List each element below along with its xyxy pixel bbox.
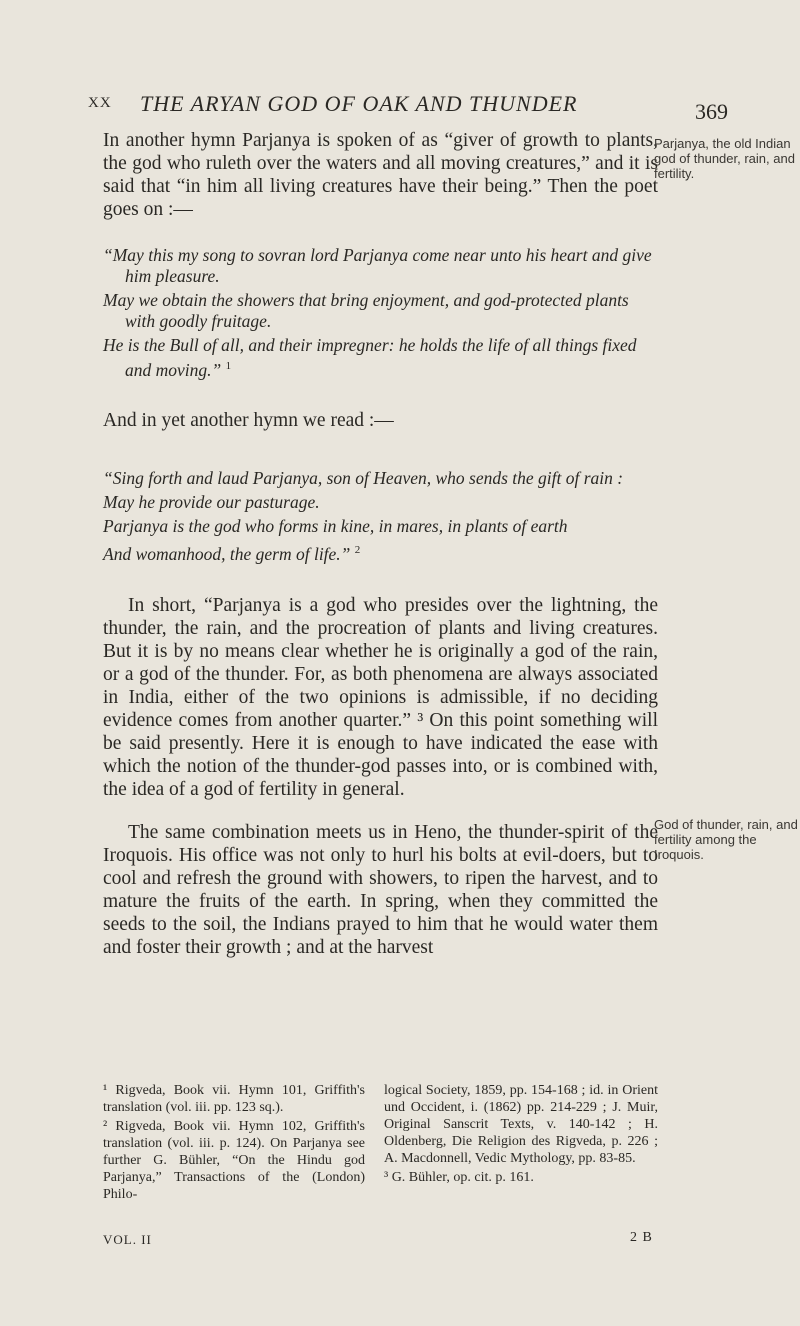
paragraph-4: The same combination meets us in Heno, the thunder-spirit of the Iroquois. His office was not only to hurl his bolts at evil-doers, but to cool and refresh the ground with showers, to ripen the harvest, and to mature the fruits of the earth. In spring, when they committed the seeds to the soil, the Indians prayed to him that he would water them and foster their growth ; and at the harvest (103, 822, 658, 958)
paragraph-1: In another hymn Parjanya is spoken of as “giver of growth to plants, the god who ruleth over the waters and all moving creatures,” and it is said that “in him all living creatures have their being.” Then the poet goes on :— (103, 130, 658, 220)
quote2-line4 (103, 540, 658, 565)
footnotes-left-column (103, 1082, 365, 1205)
quote1-line1: “May this my song to sovran lord Parjanya come near unto his heart and give him pleasure. (103, 245, 652, 286)
footnote-1: ¹ Rigveda, Book vii. Hymn 101, Griffith's translation (vol. iii. pp. 123 sq.). (103, 1083, 365, 1115)
quote2-line1: “Sing forth and laud Parjanya, son of Heaven, who sends the gift of rain : (103, 468, 624, 488)
quote2-line4-text: And womanhood, the germ of life.” (103, 543, 351, 564)
running-header (88, 91, 728, 125)
quote2-line3: Parjanya is the god who forms in kine, in mares, in plants of earth (103, 516, 568, 536)
paragraph-2: And in yet another hymn we read :— (103, 410, 394, 431)
running-title: THE ARYAN GOD OF OAK AND THUNDER (140, 91, 578, 116)
footnote-ref-1: 1 (225, 360, 232, 372)
footnote-ref-2: 2 (354, 544, 361, 556)
margin-note-iroquois: God of thunder, rain, and fertility among the Iroquois. (654, 817, 798, 862)
footnote-2: ² Rigveda, Book vii. Hymn 102, Griffith's translation (vol. iii. p. 124). On Parjanya see further G. Bühler, “On the Hindu god Parjanya,” Transactions of the (London) Philo- (103, 1119, 365, 1202)
quote1-line2: May we obtain the showers that bring enjoyment, and god-protected plants with goodly fruitage. (103, 290, 629, 331)
quote1-line3 (103, 335, 658, 381)
paragraph-3: In short, “Parjanya is a god who presides over the lightning, the thunder, the rain, and the procreation of plants and living creatures. But it is by no means clear whether he is originally a god of the rain, or a god of the thunder. For, as both phenomena are always associated in India, either of the two opinions is admissible, if no deciding evidence comes from another quarter.” ³ On this point something will be said presently. Here it is enough to have indicated the ease with which the notion of the thunder-god passes into, or is combined with, the idea of a god of fertility in general. (103, 595, 658, 800)
chapter-number: XX (88, 95, 112, 111)
footnote-3: ³ G. Bühler, op. cit. p. 161. (384, 1170, 534, 1185)
quote1-line3-text: He is the Bull of all, and their impregner: he holds the life of all things fixed and moving.” (103, 335, 637, 380)
footnotes-right-column (384, 1082, 658, 1188)
footnote-2-continued: logical Society, 1859, pp. 154-168 ; id. in Orient und Occident, i. (1862) pp. 214-229 ; J. Muir, Original Sanscrit Texts, v. 140-142 ; H. Oldenberg, Die Religion des Rigveda, p. 226 ; A. Macdonnell, Vedic Mythology, pp. 83-85. (384, 1083, 658, 1166)
page-number: 369 (695, 99, 728, 124)
quote2-line2: May he provide our pasturage. (103, 492, 320, 512)
quote-block-1 (103, 245, 658, 384)
volume-signature: VOL. II (103, 1232, 152, 1247)
quote-block-2 (103, 468, 658, 568)
margin-note-parjanya: Parjanya, the old Indian god of thunder, rain, and fertility. (654, 136, 795, 181)
gathering-signature: 2 B (630, 1230, 653, 1245)
